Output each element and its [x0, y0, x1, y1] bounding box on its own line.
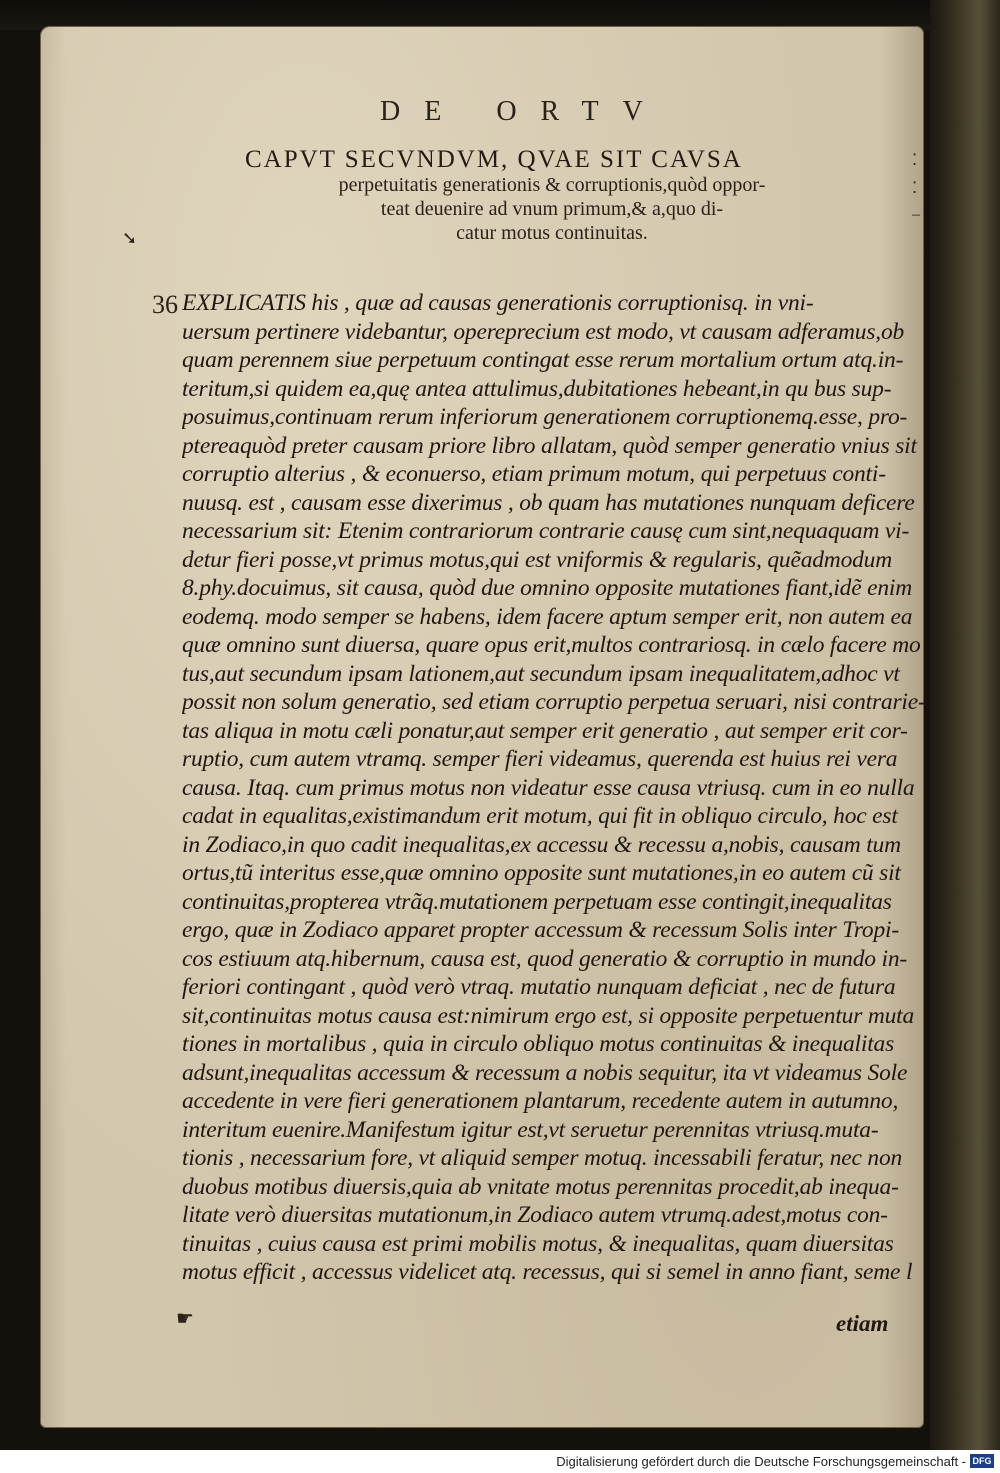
text-line: feriori contingant , quòd verò vtraq. mutatio nunquam deficiat , nec de futura — [182, 974, 896, 1000]
body-text — [182, 289, 934, 1287]
text-line: uersum pertinere videbantur, opereprecium est modo, vt causam adferamus,ob — [182, 318, 905, 345]
text-line: tas aliqua in motu cæli ponatur,aut semper erit generatio , aut semper erit cor- — [182, 717, 908, 744]
text-line: sit,continuitas motus causa est:nimirum ergo est, si opposite perpetuentur muta — [182, 1002, 915, 1029]
text-line: in Zodiaco,in quo cadit inequalitas,ex accessu & recessu a,nobis, causam tum — [182, 831, 901, 858]
text-line: accedente in vere fieri generationem plantarum, recedente autem in autumno, — [182, 1088, 899, 1114]
funding-credit: Digitalisierung gefördert durch die Deutsche Forschungsgemeinschaft - — [556, 1454, 966, 1469]
dfg-logo-icon: DFG — [970, 1454, 994, 1468]
text-line: continuitas,propterea vtrãq.mutationem perpetuam esse contingit,inequalitas — [182, 888, 892, 915]
text-line: necessarium sit: Etenim contrariorum contrarie causę cum sint,nequaquam vi- — [182, 518, 910, 544]
text-line: posuimus,continuam rerum inferiorum generationem corruptionemq.esse, pro- — [182, 404, 908, 430]
hand-pointer-mark-icon: ☛ — [176, 1308, 194, 1330]
chapter-subtitle-line-2: teat deuenire ad vnum primum,& a,quo di- — [380, 198, 724, 220]
text-line: detur fieri posse,vt primus motus,qui est vniformis & regularis, quẽadmodum — [182, 546, 893, 573]
text-line: duobus motibus diuersis,quia ab vnitate motus perennitas procedit,ab inequa- — [182, 1173, 899, 1200]
margin-dash-mark-icon: – — [912, 206, 920, 223]
text-line: tinuitas , cuius causa est primi mobilis motus, & inequalitas, quam diuersitas — [182, 1230, 894, 1257]
chapter-subtitle-line-1: perpetuitatis generationis & corruptionis,quòd oppor- — [338, 174, 766, 196]
text-line: 8.phy.docuimus, sit causa, quòd due omnino opposite mutationes fiant,idẽ enim — [182, 575, 913, 601]
text-line: cos estiuum atq.hibernum, causa est, quod generatio & corruptio in mundo in- — [182, 945, 907, 972]
margin-arrow-mark-icon: ➘ — [122, 228, 138, 248]
text-line: eodemq. modo semper se habens, idem facere aptum semper erit, non autem ea — [182, 603, 913, 630]
catchword: etiam — [836, 1311, 889, 1336]
chapter-heading: CAPVT SECVNDVM, QVAE SIT CAVSA — [245, 146, 743, 173]
text-line: ptereaquòd preter causam priore libro allatam, quòd semper generatio vnius sit — [182, 432, 917, 459]
text-line: nuusq. est , causam esse dixerimus , ob quam has mutationes nunquam deficere — [182, 489, 915, 516]
chapter-subtitle-line-3: catur motus continuitas. — [456, 222, 648, 244]
text-line: interitum euenire.Manifestum igitur est,vt seruetur perennitas vtriusq.muta- — [182, 1116, 879, 1143]
text-line: ortus,tũ interitus esse,quæ omnino opposite sunt mutationes,in eo autem cũ sit — [182, 860, 901, 886]
running-head: DE ORTV — [380, 96, 667, 127]
text-line: ergo, quæ in Zodiaco apparet propter accessum & recessum Solis inter Tropi- — [182, 917, 899, 943]
text-line: tiones in mortalibus , quia in circulo obliquo motus continuitas & inequalitas — [182, 1031, 895, 1057]
text-line: quam perennem siue perpetuum contingat esse rerum mortalium ortum atq.in- — [182, 347, 904, 373]
text-line: causa. Itaq. cum primus motus non videatur esse causa vtriusq. cum in eo nulla — [182, 774, 915, 801]
margin-number: 36 — [152, 290, 178, 319]
text-line: cadat in equalitas,existimandum erit motum, qui fit in obliquo circulo, hoc est — [182, 803, 898, 829]
text-line: quæ omnino sunt diuersa, quare opus erit,multos contrariosq. in cælo facere mo — [182, 632, 921, 658]
text-line: adsunt,inequalitas accessum & recessum a nobis sequitur, ita vt videamus Sole — [182, 1059, 908, 1086]
scan-background-right — [930, 0, 1000, 1450]
text-line: litate verò diuersitas mutationum,in Zodiaco autem vtrumq.adest,motus con- — [182, 1202, 888, 1228]
text-line: possit non solum generatio, sed etiam corruptio perpetua seruari, nisi contrarie- — [182, 689, 926, 715]
text-line: corruptio alterius , & econuerso, etiam primum motum, qui perpetuus conti- — [182, 461, 886, 487]
margin-tick-mark-icon: ⁚ — [912, 180, 918, 197]
text-line: tus,aut secundum ipsam lationem,aut secundum ipsam inequalitatem,adhoc vt — [182, 660, 900, 687]
text-line: EXPLICATIS his , quæ ad causas generationis corruptionisq. in vni- — [182, 290, 814, 316]
text-line: motus efficit , accessus videlicet atq. recessus, qui si semel in anno fiant, seme l — [182, 1259, 913, 1285]
text-line: ruptio, cum autem vtramq. semper fieri videamus, querenda est huius rei vera — [182, 746, 898, 772]
text-line: teritum,si quidem ea,quę antea attulimus,dubitationes hebeant,in qu bus sup- — [182, 375, 892, 402]
margin-tick-mark-icon: ⁚ — [912, 152, 918, 169]
text-line: tionis , necessarium fore, vt aliquid semper motuq. incessabili feratur, nec non — [182, 1145, 903, 1171]
